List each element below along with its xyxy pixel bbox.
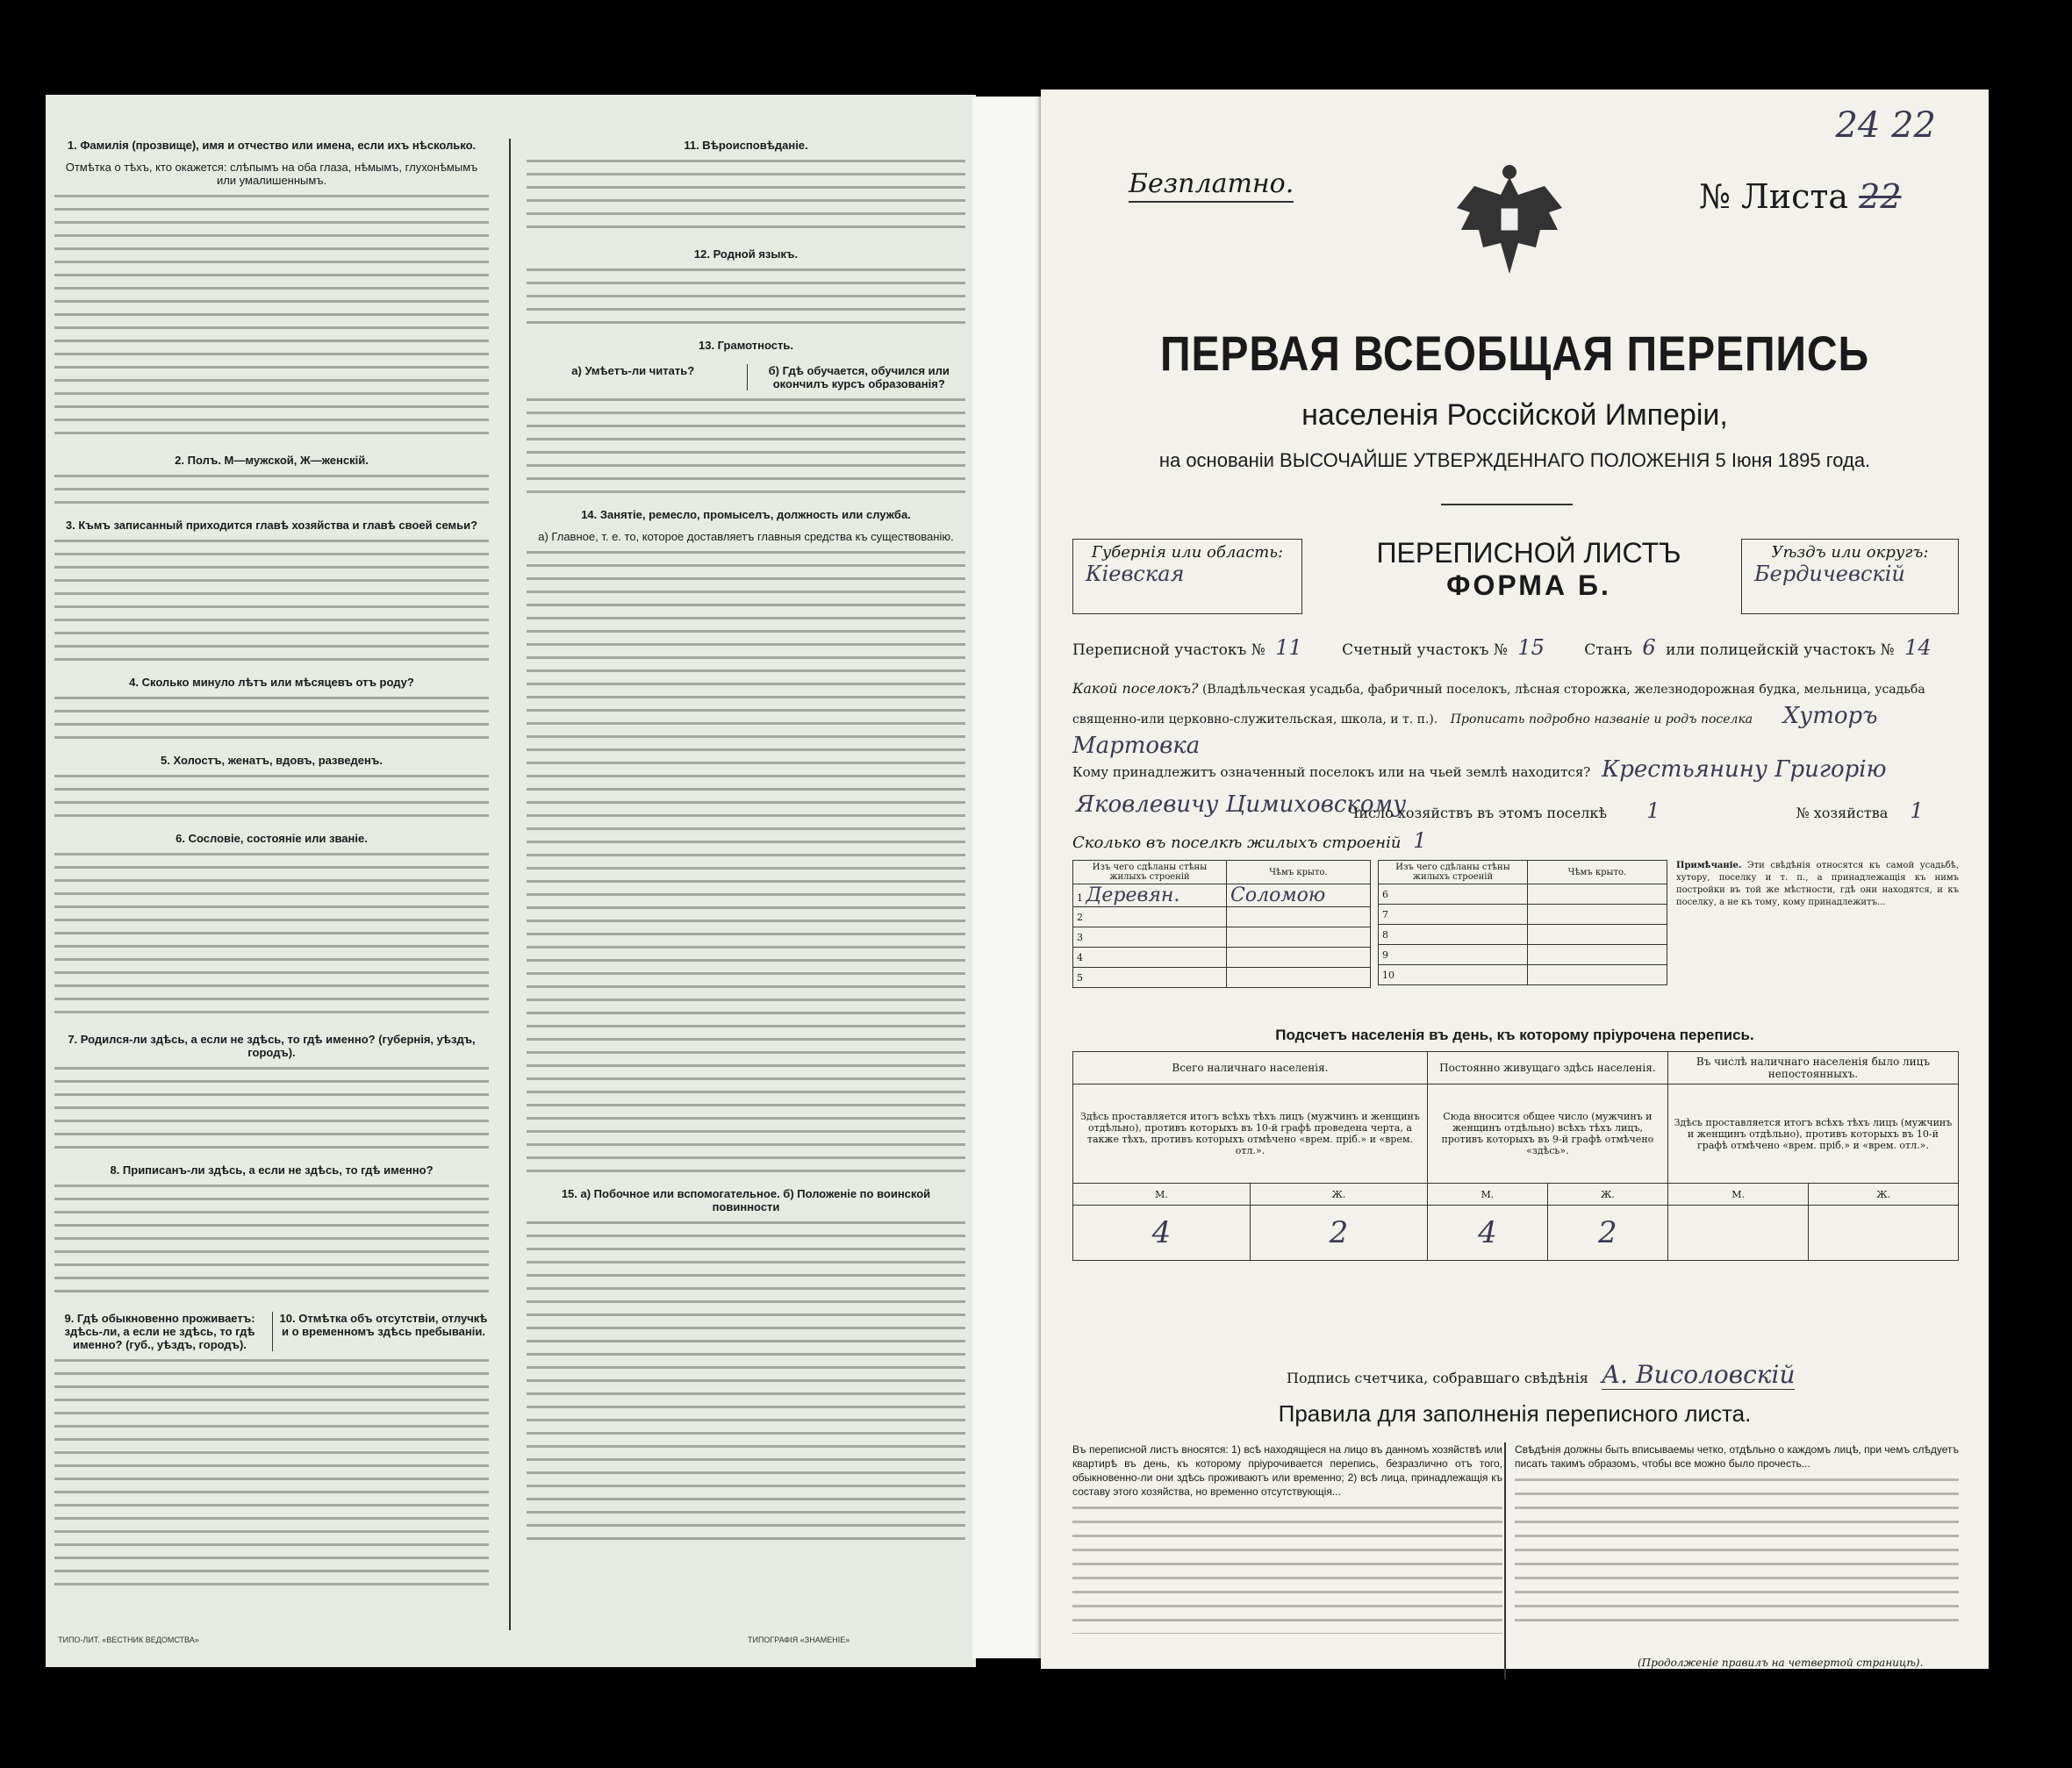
section-heading: 9. Гдѣ обыкновенно проживаетъ: здѣсь-ли, а если не здѣсь, то гдѣ именно? (губ., уѣздъ, городъ).: [64, 1312, 255, 1351]
male-label: М.: [1073, 1184, 1251, 1206]
fine-print-block: [527, 264, 965, 330]
district-label: Уѣздъ или округъ:: [1771, 543, 1929, 562]
fine-print-block: [527, 394, 965, 499]
rules-column-left: [1072, 1442, 1502, 1634]
left-instruction-page: [46, 95, 976, 1667]
row-number: 5: [1073, 968, 1227, 988]
count-value: [1809, 1206, 1959, 1261]
fine-print-block: [54, 1355, 489, 1592]
remark-block: [1676, 860, 1959, 909]
count-value: 2: [1547, 1206, 1667, 1261]
fine-print-block: [54, 190, 489, 445]
fine-print-block: [54, 848, 489, 1024]
fine-print-block: [527, 155, 965, 239]
rules-text: Свѣдѣнія должны быть вписываемы четко, отдѣльно о каждомъ лицѣ, при чемъ слѣдуетъ писать такимъ образомъ, чтобы все можно было прочесть...: [1515, 1443, 1959, 1470]
household-number-label: № хозяйства: [1796, 805, 1889, 821]
column-header: Изъ чего сдѣланы стѣны жилыхъ строеній: [1073, 861, 1227, 884]
section-heading: 7. Родился-ли здѣсь, а если не здѣсь, то гдѣ именно? (губернія, уѣздъ, городъ).: [68, 1033, 476, 1059]
police-district-label: или полицейскій участокъ №: [1666, 641, 1895, 659]
row-number: 2: [1073, 907, 1227, 927]
police-district-value: 14: [1904, 635, 1932, 660]
section-text: а) Главное, т. е. то, которое доставляетъ главныя средства къ существованію.: [538, 530, 954, 543]
census-form-page: [1041, 89, 1989, 1669]
count-title: Подсчетъ населенія въ день, къ которому пріурочена перепись.: [1275, 1027, 1754, 1043]
table-sex-row: [1073, 1184, 1959, 1206]
document-subtitle-2: на основаніи ВЫСОЧАЙШЕ УТВЕРЖДЕННАГО ПОЛОЖЕНІЯ 5 Іюня 1895 года.: [1158, 449, 1871, 471]
district-box: [1741, 539, 1959, 614]
fine-print-block: [54, 1063, 489, 1155]
table-row: [1073, 927, 1371, 948]
households-value: 1: [1646, 798, 1660, 823]
section-text: Отмѣтка о тѣхъ, кто окажется: слѣпымъ на оба глаза, нѣмымъ, глухонѣмымъ или умалишеннымъ.: [65, 161, 478, 187]
rules-title: Правила для заполненія переписного листа.: [1278, 1400, 1752, 1427]
section-heading: 2. Полъ. М—мужской, Ж—женскій.: [175, 454, 369, 467]
buildings-table-right: [1378, 860, 1667, 985]
signature-row: [1287, 1360, 1795, 1389]
sub-heading: б) Гдѣ обучается, обучился или окончилъ курсъ образованія?: [747, 364, 966, 390]
district-numbers-row: [1072, 635, 1959, 660]
column-header: Изъ чего сдѣланы стѣны жилыхъ строеній: [1379, 861, 1528, 884]
fine-print-block: [54, 470, 489, 510]
settlement-name-label: Прописать подробно названіе и родъ поселка: [1450, 712, 1753, 727]
census-district-value: 11: [1275, 635, 1302, 660]
province-value: Кіевская: [1086, 562, 1185, 586]
fine-print-block: [1515, 1474, 1959, 1623]
settlement-label: Какой поселокъ?: [1072, 680, 1199, 697]
row-number: 1: [1077, 892, 1083, 904]
binding-gutter: [972, 97, 1041, 1658]
sheet-number-value: 22: [1859, 177, 1902, 216]
table-header-row: [1073, 861, 1371, 884]
households-row: [1348, 798, 1962, 823]
table-header-row: [1073, 1052, 1959, 1084]
stan-value: 6: [1642, 635, 1656, 660]
female-label: Ж.: [1547, 1184, 1667, 1206]
settlement-row: [1072, 676, 1959, 762]
count-value: 2: [1250, 1206, 1427, 1261]
remark-text: Эти свѣдѣнія относятся къ самой усадьбѣ, хутору, поселку и т. п., а принадлежащія къ нимъ постройки въ той же мѣстности, гдѣ они находятся, и къ поселку, а не къ тому, кому принадлежитъ...: [1676, 861, 1959, 907]
table-row: [1379, 884, 1667, 905]
column-divider: [509, 139, 511, 1630]
province-label: Губернія или область:: [1091, 543, 1284, 562]
form-title-block: [1336, 537, 1722, 602]
buildings-value: 1: [1413, 828, 1427, 853]
rules-text: Въ переписной листъ вносятся: 1) всѣ находящіеся на лицо въ данномъ хозяйствѣ или квартирѣ въ день, къ которому пріурочивается перепись, безразлично отъ того, обыкновенно-ли они здѣсь проживаютъ или временно; 2) всѣ лица, принадлежащія къ составу этого хозяйства, но временно отсутствующія...: [1072, 1443, 1502, 1498]
section-heading: 8. Приписанъ-ли здѣсь, а если не здѣсь, то гдѣ именно?: [110, 1163, 434, 1177]
count-district-value: 15: [1517, 635, 1545, 660]
fine-print-block: [54, 692, 489, 745]
district-value: Бердичевскій: [1754, 562, 1905, 586]
province-box: [1072, 539, 1302, 614]
form-header-band: [1072, 539, 1959, 616]
fine-print-block: [527, 547, 965, 1178]
column-header: Постоянно живущаго здѣсь населенія.: [1427, 1052, 1667, 1084]
table-header-row: [1379, 861, 1667, 884]
stan-label: Станъ: [1584, 641, 1632, 659]
count-value: 4: [1427, 1206, 1547, 1261]
column-note: Здѣсь проставляется итогъ всѣхъ тѣхъ лицъ (мужчинъ и женщинъ отдѣльно), противъ которыхъ въ 10-й графѣ проведена черта, а также тѣхъ, противъ которыхъ отмѣчено «врем. пріб.» и «врем. отл.».: [1073, 1084, 1428, 1184]
imperial-eagle-emblem: [1439, 160, 1580, 283]
table-row: [1379, 965, 1667, 985]
row-number: 8: [1379, 925, 1528, 945]
roof-material: Соломою: [1227, 884, 1371, 907]
signature-value: А. Висоловскій: [1601, 1360, 1796, 1389]
buildings-table-left: [1072, 860, 1371, 988]
population-count-table: [1072, 1051, 1959, 1261]
instructions-column-left: [54, 130, 489, 1592]
instructions-column-right: [527, 130, 965, 1550]
table-row: [1073, 948, 1371, 968]
printer-imprint: ТИПО-ЛИТ. «ВЕСТНИК ВЕДОМСТВА»: [58, 1636, 199, 1644]
fine-print-block: [54, 770, 489, 823]
owner-value-continued: Яковлевичу Цимиховскому: [1076, 791, 1407, 818]
row-number: 3: [1073, 927, 1227, 948]
wall-material: Деревян.: [1086, 884, 1180, 906]
column-header: Чѣмъ крыто.: [1227, 861, 1371, 884]
household-number-value: 1: [1910, 798, 1924, 823]
count-value: [1667, 1206, 1809, 1261]
section-heading: 11. Вѣроисповѣданіе.: [684, 139, 808, 152]
settlement-value: Хуторъ Мартовка: [1072, 703, 1878, 759]
sheet-number-block: [1699, 177, 1902, 216]
buildings-row: [1072, 828, 1427, 853]
section-heading: 3. Къмъ записанный приходится главѣ хозяйства и главѣ своей семьи?: [65, 519, 478, 532]
corner-number: 24 22: [1835, 105, 1936, 146]
section-heading: 12. Родной языкъ.: [693, 247, 799, 261]
owner-row: [1072, 756, 1959, 783]
section-heading: 5. Холостъ, женатъ, вдовъ, разведенъ.: [161, 754, 383, 767]
sub-heading: а) Умѣетъ-ли читать?: [571, 364, 695, 377]
buildings-label: Сколько въ поселкѣ жилыхъ строеній: [1072, 834, 1402, 852]
census-district-label: Переписной участокъ №: [1072, 641, 1265, 659]
document-title: ПЕРВАЯ ВСЕОБЩАЯ ПЕРЕПИСЬ: [1159, 326, 1870, 381]
signature-label: Подпись счетчика, собравшаго свѣдѣнія: [1287, 1370, 1588, 1386]
document-subtitle: населенія Россійской Имперіи,: [1301, 398, 1728, 432]
column-note: Здѣсь проставляется итогъ всѣхъ тѣхъ лицъ (мужчинъ и женщинъ отдѣльно), противъ которыхъ въ 10-й графѣ отмѣчено «врем. пріб.» и «врем. отл.».: [1667, 1084, 1958, 1184]
sheet-number-label: № Листа: [1699, 177, 1849, 216]
section-heading: 1. Фамилія (прозвище), имя и отчество или имена, если ихъ нѣсколько.: [67, 139, 477, 152]
male-label: М.: [1667, 1184, 1809, 1206]
row-number: 7: [1379, 905, 1528, 925]
table-row: [1073, 884, 1371, 907]
form-title: ПЕРЕПИСНОЙ ЛИСТЪ: [1376, 537, 1681, 569]
table-row: [1073, 968, 1371, 988]
male-label: М.: [1427, 1184, 1547, 1206]
fine-print-block: [527, 1217, 965, 1550]
count-district-label: Счетный участокъ №: [1342, 641, 1508, 659]
column-header: Въ числѣ наличнаго населенія было лицъ непостоянныхъ.: [1667, 1052, 1958, 1084]
fine-print-block: [54, 1180, 489, 1303]
fine-print-block: [1072, 1502, 1502, 1634]
owner-value: Крестьянину Григорію: [1602, 756, 1887, 783]
table-notes-row: [1073, 1084, 1959, 1184]
rules-column-right: [1515, 1442, 1959, 1623]
row-number: 4: [1073, 948, 1227, 968]
section-heading: 15. а) Побочное или вспомогательное. б) Положеніе по воинской повинности: [561, 1187, 931, 1213]
divider: [1441, 504, 1573, 505]
section-heading: 13. Грамотность.: [699, 339, 793, 352]
fine-print-block: [54, 535, 489, 667]
section-heading: 4. Сколько минуло лѣтъ или мѣсяцевъ отъ роду?: [129, 676, 414, 689]
table-row: [1379, 905, 1667, 925]
section-heading: 14. Занятіе, ремесло, промыселъ, должность или служба.: [581, 508, 911, 521]
free-label: Безплатно.: [1129, 168, 1294, 203]
table-row: [1073, 1206, 1959, 1261]
count-value: 4: [1073, 1206, 1251, 1261]
row-number: 10: [1379, 965, 1528, 985]
section-heading: 6. Сословіе, состояніе или званіе.: [176, 832, 368, 845]
printer-imprint: ТИПОГРАФІЯ «ЗНАМЕНІЕ»: [748, 1636, 850, 1644]
female-label: Ж.: [1250, 1184, 1427, 1206]
remark-title: Примѣчаніе.: [1676, 861, 1742, 870]
table-row: [1379, 925, 1667, 945]
column-divider: [1504, 1442, 1506, 1679]
column-header: Чѣмъ крыто.: [1528, 861, 1667, 884]
row-number: 9: [1379, 945, 1528, 965]
settlement-note: (Владѣльческая усадьба, фабричный поселокъ, лѣсная сторожка, железнодорожная будка, мельница, усадьба священно-или церковно-служительская, школа, и т. п.).: [1072, 683, 1925, 727]
households-label: Число хозяйствъ въ этомъ поселкѣ: [1348, 805, 1608, 821]
owner-label: Кому принадлежитъ означенный поселокъ или на чьей землѣ находится?: [1072, 764, 1591, 780]
section-heading: 10. Отмѣтка объ отсутствіи, отлучкѣ и о временномъ здѣсь пребываніи.: [272, 1312, 489, 1351]
table-row: [1073, 907, 1371, 927]
rules-footer: (Продолженіе правилъ на четвертой страницѣ).: [1638, 1657, 1924, 1669]
row-number: 6: [1379, 884, 1528, 905]
column-header: Всего наличнаго населенія.: [1073, 1052, 1428, 1084]
female-label: Ж.: [1809, 1184, 1959, 1206]
table-row: [1379, 945, 1667, 965]
form-subtitle: ФОРМА Б.: [1446, 569, 1611, 601]
column-note: Сюда вносится общее число (мужчинъ и женщинъ отдѣльно) всѣхъ тѣхъ лицъ, противъ которыхъ въ 9-й графѣ отмѣчено «здѣсь».: [1427, 1084, 1667, 1184]
